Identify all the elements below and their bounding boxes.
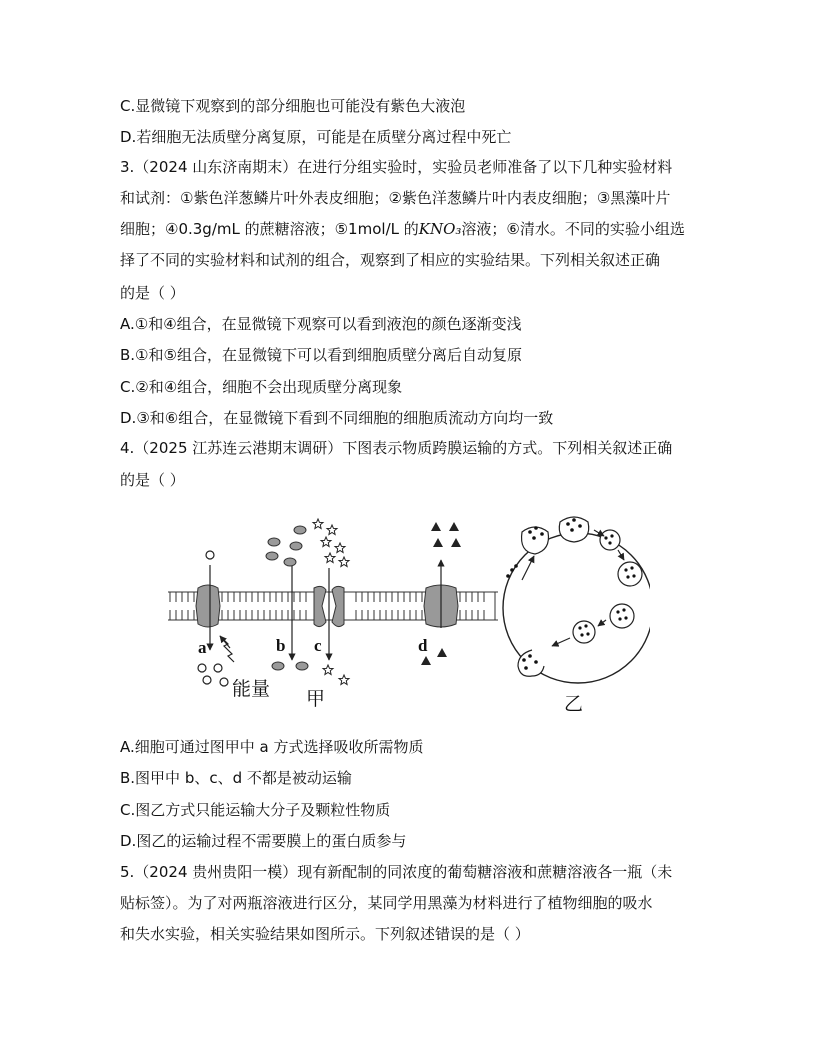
channel-protein-right xyxy=(332,586,344,626)
q3-option-c: C.②和④组合，细胞不会出现质壁分离现象 xyxy=(120,378,403,396)
q3-option-d: D.③和⑥组合，在显微镜下看到不同细胞的细胞质流动方向均一致 xyxy=(120,409,554,427)
q4-stem-line2: 的是（ ） xyxy=(120,471,185,489)
carrier-protein-a xyxy=(196,585,220,627)
option-c-prev: C.显微镜下观察到的部分细胞也可能没有紫色大液泡 xyxy=(120,97,466,115)
label-a: a xyxy=(198,638,207,657)
molecules-b-inside xyxy=(272,662,308,670)
q3-stem-line2: 和试剂：①紫色洋葱鳞片叶外表皮细胞；②紫色洋葱鳞片叶内表皮细胞；③黑藻叶片 xyxy=(120,189,671,207)
q3-stem-line4: 择了不同的实验材料和试剂的组合，观察到了相应的实验结果。下列相关叙述正确 xyxy=(120,251,661,269)
molecules-b-outside xyxy=(266,526,306,566)
label-yi: 乙 xyxy=(564,693,584,715)
q3-line3-post: 溶液；⑥清水。不同的实验小组选 xyxy=(461,220,685,238)
label-c: c xyxy=(314,636,322,655)
molecule-a-inside xyxy=(203,676,211,684)
q3-stem-line1: 3.（2024 山东济南期末）在进行分组实验时，实验员老师准备了以下几种实验材料 xyxy=(120,158,673,176)
q3-stem-line5: 的是（ ） xyxy=(120,284,185,302)
q5-stem-line2: 贴标签）。为了对两瓶溶液进行区分，某同学用黑藻为材料进行了植物细胞的吸水 xyxy=(120,894,653,912)
transport-figure xyxy=(160,510,650,715)
q3-line3-pre: 细胞；④0.3g/mL 的蔗糖溶液；⑤1mol/L 的 xyxy=(120,220,419,238)
q5-stem-line3: 和失水实验，相关实验结果如图所示。下列叙述错误的是（ ） xyxy=(120,925,530,943)
q4-option-c: C.图乙方式只能运输大分子及颗粒性物质 xyxy=(120,801,391,819)
q5-stem-line1: 5.（2024 贵州贵阳一模）现有新配制的同浓度的葡萄糖溶液和蔗糖溶液各一瓶（未 xyxy=(120,863,673,881)
label-b: b xyxy=(276,636,286,655)
q4-option-b: B.图甲中 b、c、d 不都是被动运输 xyxy=(120,769,352,787)
q3-option-b: B.①和⑤组合，在显微镜下可以看到细胞质壁分离后自动复原 xyxy=(120,346,522,364)
vesicles-yi xyxy=(518,517,642,676)
label-energy: 能量 xyxy=(232,678,271,700)
kno3-formula: KNO₃ xyxy=(418,220,462,238)
q4-option-a: A.细胞可通过图甲中 a 方式选择吸收所需物质 xyxy=(120,738,424,756)
molecule-a-inside xyxy=(220,678,228,686)
q3-option-a: A.①和④组合，在显微镜下观察可以看到液泡的颜色逐渐变浅 xyxy=(120,315,522,333)
q4-stem-line1: 4.（2025 江苏连云港期末调研）下图表示物质跨膜运输的方式。下列相关叙述正确 xyxy=(120,439,673,457)
molecule-a-inside xyxy=(198,664,206,672)
label-d: d xyxy=(418,636,428,655)
molecules-d-outside xyxy=(431,522,461,547)
q3-stem-line3 xyxy=(120,219,710,239)
molecule-a-outside xyxy=(206,551,214,559)
molecules-c-outside xyxy=(313,519,349,567)
channel-protein-left xyxy=(314,586,326,626)
q4-option-d: D.图乙的运输过程不需要膜上的蛋白质参与 xyxy=(120,832,407,850)
molecules-c-inside xyxy=(323,665,349,685)
energy-zigzag xyxy=(220,636,234,662)
molecule-a-inside xyxy=(214,664,222,672)
label-jia: 甲 xyxy=(306,688,326,710)
option-d-prev: D.若细胞无法质壁分离复原，可能是在质壁分离过程中死亡 xyxy=(120,128,512,146)
